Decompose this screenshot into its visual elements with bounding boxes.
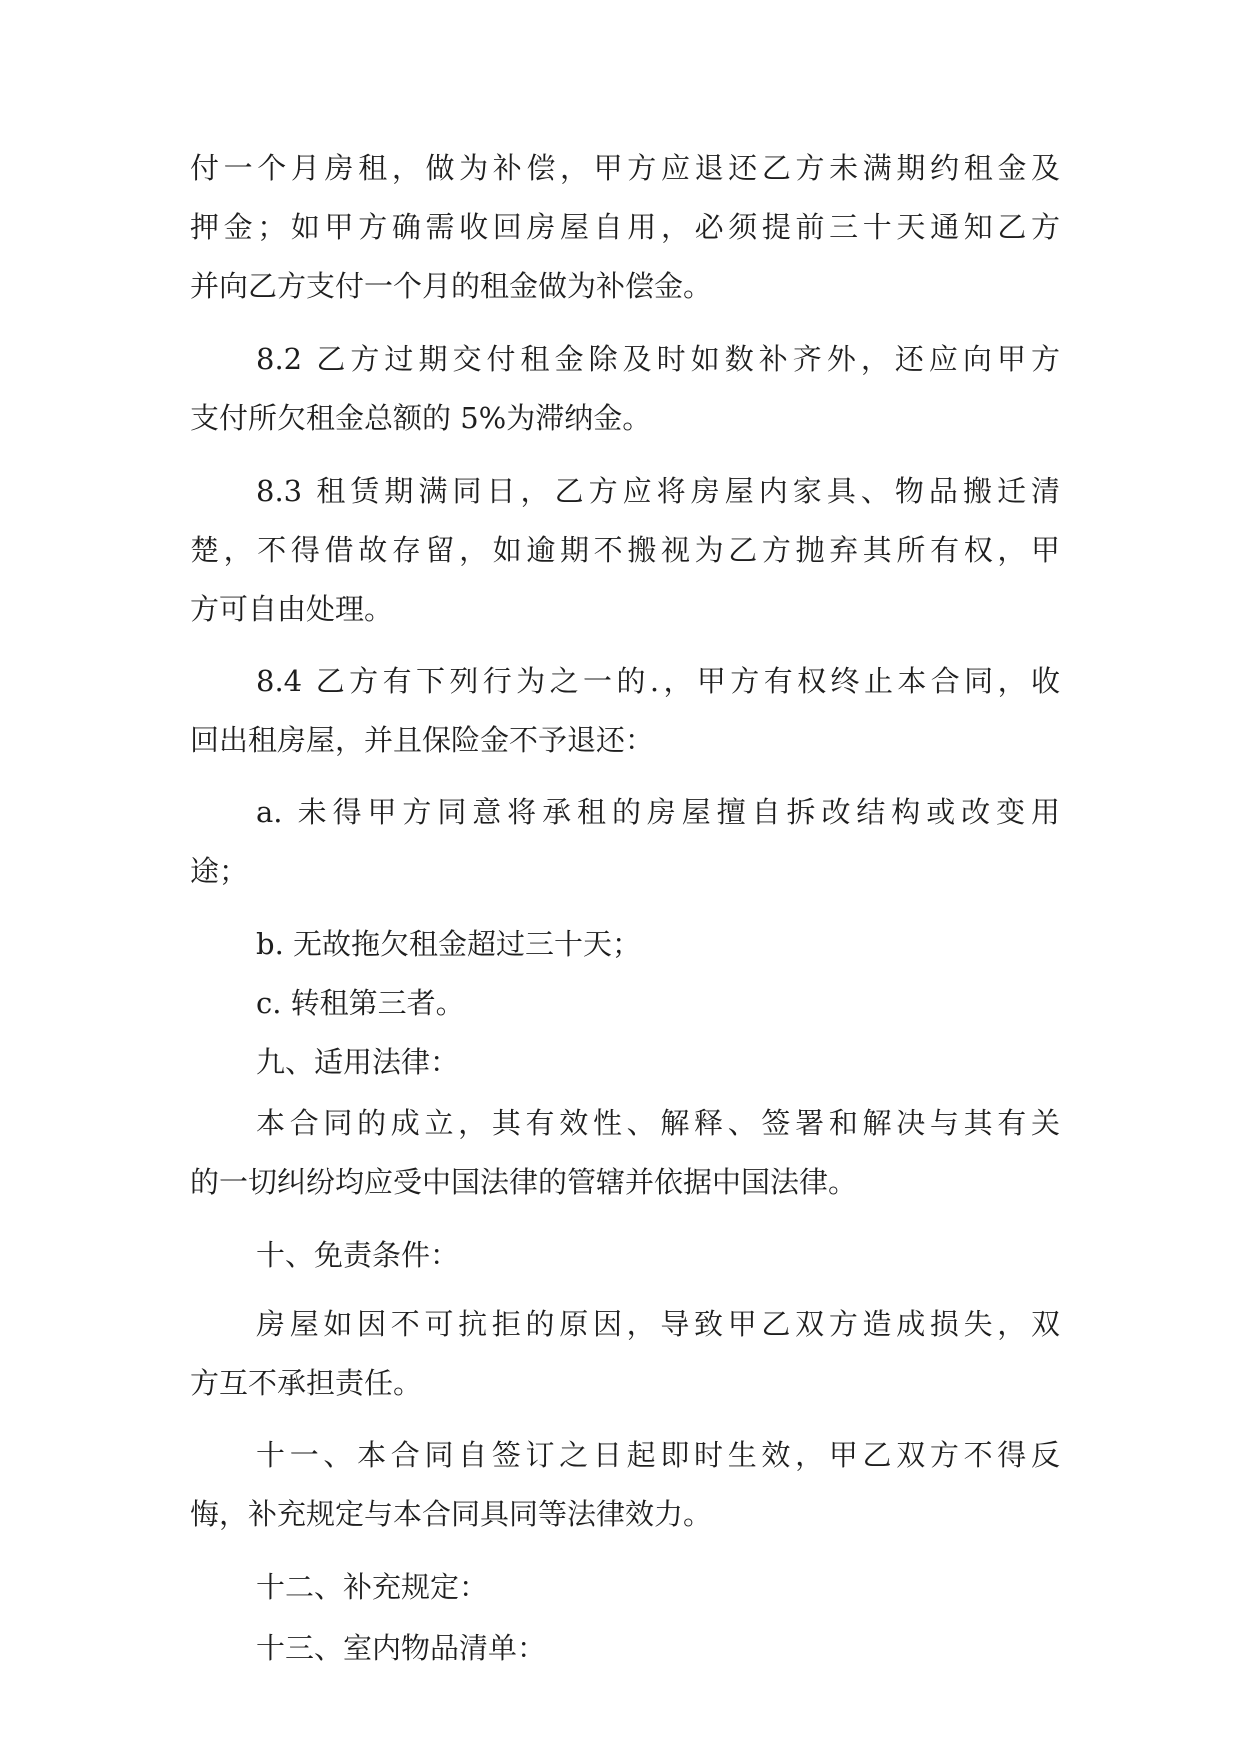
text-line: 付一个月房租，做为补偿，甲方应退还乙方未满期约租金及: [190, 151, 1060, 185]
text-line: 悔，补充规定与本合同具同等法律效力。: [190, 1497, 713, 1531]
text-line: 押金；如甲方确需收回房屋自用，必须提前三十天通知乙方: [190, 210, 1060, 244]
text-line: b. 无故拖欠租金超过三十天；: [256, 927, 642, 961]
text-line: 的一切纠纷均应受中国法律的管辖并依据中国法律。: [190, 1165, 858, 1199]
text-line: 楚，不得借故存留，如逾期不搬视为乙方抛弃其所有权，甲: [190, 533, 1060, 567]
section-heading: 十、免责条件：: [256, 1238, 460, 1272]
text-line: 8.3 租赁期满同日，乙方应将房屋内家具、物品搬迁清: [256, 474, 1060, 508]
section-heading: 十三、室内物品清单：: [256, 1631, 547, 1665]
text-line: 十一、本合同自签订之日起即时生效，甲乙双方不得反: [256, 1438, 1060, 1472]
text-line: c. 转租第三者。: [256, 986, 465, 1020]
text-line: 并向乙方支付一个月的租金做为补偿金。: [190, 269, 713, 303]
text-line: 方可自由处理。: [190, 592, 394, 626]
section-heading: 十二、补充规定：: [256, 1570, 489, 1604]
text-line: 回出租房屋，并且保险金不予退还：: [190, 723, 655, 757]
text-line: 支付所欠租金总额的 5%为滞纳金。: [190, 401, 652, 435]
section-heading: 九、适用法律：: [256, 1045, 460, 1079]
text-line: 8.4 乙方有下列行为之一的.，甲方有权终止本合同，收: [256, 664, 1060, 698]
text-line: 途；: [190, 854, 249, 888]
text-line: 房屋如因不可抗拒的原因，导致甲乙双方造成损失，双: [256, 1307, 1060, 1341]
text-line: 本合同的成立，其有效性、解释、签署和解决与其有关: [256, 1106, 1060, 1140]
text-line: 8.2 乙方过期交付租金除及时如数补齐外，还应向甲方: [256, 342, 1060, 376]
text-line: a. 未得甲方同意将承租的房屋擅自拆改结构或改变用: [256, 795, 1060, 829]
text-line: 方互不承担责任。: [190, 1366, 423, 1400]
